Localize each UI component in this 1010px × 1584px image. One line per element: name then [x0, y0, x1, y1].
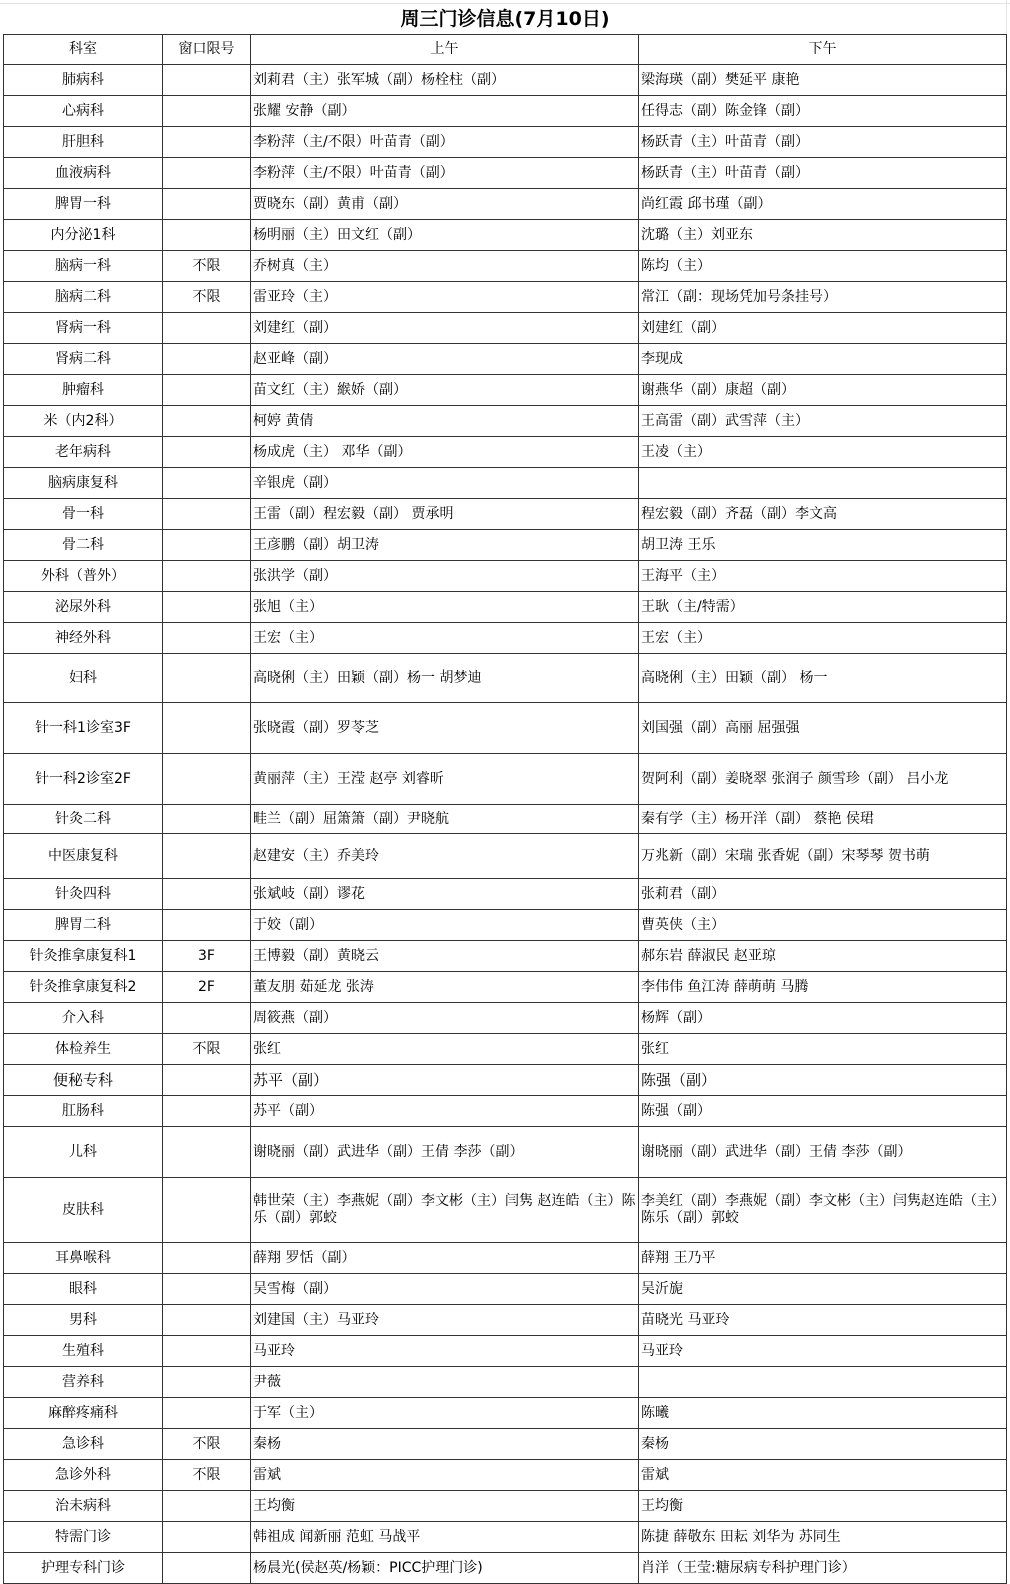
window-limit-cell [163, 1336, 251, 1367]
department-cell: 肝胆科 [4, 127, 163, 158]
afternoon-doctors-cell: 尚红霞 邱书瑾（副） [639, 189, 1007, 220]
table-row [4, 313, 1007, 344]
window-limit-cell [163, 879, 251, 910]
table-row [4, 1460, 1007, 1491]
afternoon-doctors-cell: 任得志（副）陈金锋（副） [639, 96, 1007, 127]
morning-doctors-cell: 高晓俐（主）田颖（副）杨一 胡梦迪 [251, 654, 639, 703]
morning-doctors-cell: 黄丽萍（主）王滢 赵亭 刘睿昕 [251, 754, 639, 805]
morning-doctors-cell: 辛银虎（副） [251, 468, 639, 499]
afternoon-doctors-cell: 李现成 [639, 344, 1007, 375]
morning-doctors-cell: 杨成虎（主） 邓华（副） [251, 437, 639, 468]
morning-doctors-cell: 刘建红（副） [251, 313, 639, 344]
window-limit-cell [163, 437, 251, 468]
window-limit-cell: 不限 [163, 1429, 251, 1460]
afternoon-doctors-cell: 刘国强（副）高丽 屈强强 [639, 703, 1007, 754]
department-cell: 肾病二科 [4, 344, 163, 375]
afternoon-doctors-cell: 高晓俐（主）田颖（副） 杨一 [639, 654, 1007, 703]
window-limit-cell [163, 1274, 251, 1305]
department-cell: 老年病科 [4, 437, 163, 468]
department-cell: 心病科 [4, 96, 163, 127]
header-department: 科室 [4, 35, 163, 65]
table-row [4, 96, 1007, 127]
afternoon-doctors-cell: 张莉君（副） [639, 879, 1007, 910]
table-row [4, 754, 1007, 805]
afternoon-doctors-cell: 王宏（主） [639, 623, 1007, 654]
table-row [4, 1336, 1007, 1367]
window-limit-cell: 不限 [163, 251, 251, 282]
table-row [4, 1034, 1007, 1065]
table-row [4, 158, 1007, 189]
window-limit-cell [163, 561, 251, 592]
table-row [4, 879, 1007, 910]
window-limit-cell: 不限 [163, 282, 251, 313]
afternoon-doctors-cell: 万兆新（副）宋瑞 张香妮（副）宋琴琴 贺书萌 [639, 834, 1007, 879]
department-cell: 脑病康复科 [4, 468, 163, 499]
afternoon-doctors-cell: 吴沂旎 [639, 1274, 1007, 1305]
table-row [4, 592, 1007, 623]
window-limit-cell [163, 1367, 251, 1398]
window-limit-cell [163, 65, 251, 96]
department-cell: 脾胃二科 [4, 910, 163, 941]
department-cell: 针一科1诊室3F [4, 703, 163, 754]
morning-doctors-cell: 雷斌 [251, 1460, 639, 1491]
morning-doctors-cell: 柯婷 黄倩 [251, 406, 639, 437]
department-cell: 肛肠科 [4, 1096, 163, 1127]
table-row [4, 805, 1007, 834]
department-cell: 急诊科 [4, 1429, 163, 1460]
window-limit-cell [163, 754, 251, 805]
table-row [4, 623, 1007, 654]
afternoon-doctors-cell: 梁海瑛（副）樊延平 康艳 [639, 65, 1007, 96]
afternoon-doctors-cell: 曹英侠（主） [639, 910, 1007, 941]
window-limit-cell [163, 1065, 251, 1096]
table-row [4, 1491, 1007, 1522]
morning-doctors-cell: 于姣（副） [251, 910, 639, 941]
department-cell: 脑病一科 [4, 251, 163, 282]
morning-doctors-cell: 苏平（副） [251, 1065, 639, 1096]
morning-doctors-cell: 王彦鹏（副）胡卫涛 [251, 530, 639, 561]
morning-doctors-cell: 董友朋 茹延龙 张涛 [251, 972, 639, 1003]
morning-doctors-cell: 秦杨 [251, 1429, 639, 1460]
afternoon-doctors-cell: 苗晓光 马亚玲 [639, 1305, 1007, 1336]
window-limit-cell: 不限 [163, 1034, 251, 1065]
afternoon-doctors-cell: 陈捷 薛敬东 田耘 刘华为 苏同生 [639, 1522, 1007, 1553]
afternoon-doctors-cell: 谢燕华（副）康超（副） [639, 375, 1007, 406]
department-cell: 妇科 [4, 654, 163, 703]
window-limit-cell [163, 499, 251, 530]
morning-doctors-cell: 畦兰（副）屈箫箫（副）尹晓航 [251, 805, 639, 834]
morning-doctors-cell: 王均衡 [251, 1491, 639, 1522]
afternoon-doctors-cell: 王均衡 [639, 1491, 1007, 1522]
table-row [4, 703, 1007, 754]
window-limit-cell [163, 189, 251, 220]
window-limit-cell [163, 1096, 251, 1127]
window-limit-cell [163, 530, 251, 561]
afternoon-doctors-cell: 杨跃青（主）叶苗青（副） [639, 127, 1007, 158]
morning-doctors-cell: 王雷（副）程宏毅（副） 贾承明 [251, 499, 639, 530]
table-row [4, 1429, 1007, 1460]
table-row [4, 344, 1007, 375]
afternoon-doctors-cell: 雷斌 [639, 1460, 1007, 1491]
department-cell: 便秘专科 [4, 1065, 163, 1096]
morning-doctors-cell: 雷亚玲（主） [251, 282, 639, 313]
window-limit-cell [163, 1491, 251, 1522]
morning-doctors-cell: 张洪学（副） [251, 561, 639, 592]
header-window-limit: 窗口限号 [163, 35, 251, 65]
afternoon-doctors-cell: 陈均（主） [639, 251, 1007, 282]
morning-doctors-cell: 周筱燕（副） [251, 1003, 639, 1034]
window-limit-cell [163, 313, 251, 344]
table-row [4, 127, 1007, 158]
morning-doctors-cell: 杨明丽（主）田文红（副） [251, 220, 639, 251]
afternoon-doctors-cell: 陈强（副） [639, 1065, 1007, 1096]
morning-doctors-cell: 韩世荣（主）李燕妮（副）李文彬（主）闫隽 赵连皓（主）陈乐（副）郭蛟 [251, 1178, 639, 1243]
afternoon-doctors-cell: 谢晓丽（副）武进华（副）王倩 李莎（副） [639, 1127, 1007, 1178]
window-limit-cell [163, 1243, 251, 1274]
morning-doctors-cell: 刘建国（主）马亚玲 [251, 1305, 639, 1336]
morning-doctors-cell: 尹薇 [251, 1367, 639, 1398]
afternoon-doctors-cell: 马亚玲 [639, 1336, 1007, 1367]
afternoon-doctors-cell: 郝东岩 薛淑民 赵亚琼 [639, 941, 1007, 972]
table-row [4, 530, 1007, 561]
department-cell: 血液病科 [4, 158, 163, 189]
morning-doctors-cell: 苏平（副） [251, 1096, 639, 1127]
morning-doctors-cell: 谢晓丽（副）武进华（副）王倩 李莎（副） [251, 1127, 639, 1178]
table-row [4, 1003, 1007, 1034]
table-row [4, 1065, 1007, 1096]
department-cell: 米（内2科） [4, 406, 163, 437]
morning-doctors-cell: 张旭（主） [251, 592, 639, 623]
afternoon-doctors-cell: 贺阿利（副）姜晓翠 张润子 颜雪珍（副） 吕小龙 [639, 754, 1007, 805]
window-limit-cell [163, 592, 251, 623]
afternoon-doctors-cell [639, 468, 1007, 499]
morning-doctors-cell: 韩祖成 闻新丽 范虹 马战平 [251, 1522, 639, 1553]
afternoon-doctors-cell: 刘建红（副） [639, 313, 1007, 344]
afternoon-doctors-cell: 常江（副：现场凭加号条挂号） [639, 282, 1007, 313]
window-limit-cell: 2F [163, 972, 251, 1003]
window-limit-cell [163, 910, 251, 941]
department-cell: 体检养生 [4, 1034, 163, 1065]
clinic-schedule-sheet [3, 4, 1006, 1584]
department-cell: 麻醉疼痛科 [4, 1398, 163, 1429]
department-cell: 治未病科 [4, 1491, 163, 1522]
title-row [4, 4, 1007, 35]
department-cell: 神经外科 [4, 623, 163, 654]
afternoon-doctors-cell: 王海平（主） [639, 561, 1007, 592]
afternoon-doctors-cell: 杨辉（副） [639, 1003, 1007, 1034]
table-row [4, 834, 1007, 879]
afternoon-doctors-cell: 秦有学（主）杨开洋（副） 蔡艳 侯珺 [639, 805, 1007, 834]
morning-doctors-cell: 苗文红（主）緱娇（副） [251, 375, 639, 406]
afternoon-doctors-cell: 杨跃青（主）叶苗青（副） [639, 158, 1007, 189]
table-row [4, 654, 1007, 703]
morning-doctors-cell: 张晓霞（副）罗苓芝 [251, 703, 639, 754]
header-morning: 上午 [251, 35, 639, 65]
department-cell: 针灸四科 [4, 879, 163, 910]
window-limit-cell [163, 96, 251, 127]
afternoon-doctors-cell: 秦杨 [639, 1429, 1007, 1460]
morning-doctors-cell: 李粉萍（主/不限）叶苗青（副） [251, 158, 639, 189]
window-limit-cell [163, 654, 251, 703]
afternoon-doctors-cell: 陈强（副） [639, 1096, 1007, 1127]
header-row [4, 35, 1007, 65]
table-row [4, 1305, 1007, 1336]
window-limit-cell [163, 1003, 251, 1034]
morning-doctors-cell: 李粉萍（主/不限）叶苗青（副） [251, 127, 639, 158]
table-row [4, 1178, 1007, 1243]
department-cell: 男科 [4, 1305, 163, 1336]
morning-doctors-cell: 吴雪梅（副） [251, 1274, 639, 1305]
table-row [4, 220, 1007, 251]
department-cell: 内分泌1科 [4, 220, 163, 251]
table-row [4, 1274, 1007, 1305]
department-cell: 生殖科 [4, 1336, 163, 1367]
afternoon-doctors-cell: 程宏毅（副）齐磊（副）李文高 [639, 499, 1007, 530]
department-cell: 肿瘤科 [4, 375, 163, 406]
department-cell: 脾胃一科 [4, 189, 163, 220]
window-limit-cell [163, 1522, 251, 1553]
table-row [4, 375, 1007, 406]
table-row [4, 941, 1007, 972]
afternoon-doctors-cell: 薛翔 王乃平 [639, 1243, 1007, 1274]
table-row [4, 1096, 1007, 1127]
department-cell: 骨一科 [4, 499, 163, 530]
window-limit-cell: 3F [163, 941, 251, 972]
morning-doctors-cell: 赵亚峰（副） [251, 344, 639, 375]
window-limit-cell [163, 375, 251, 406]
table-row [4, 499, 1007, 530]
morning-doctors-cell: 王博毅（副）黄晓云 [251, 941, 639, 972]
afternoon-doctors-cell: 沈璐（主）刘亚东 [639, 220, 1007, 251]
afternoon-doctors-cell: 肖洋（王莹:糖尿病专科护理门诊） [639, 1553, 1007, 1584]
morning-doctors-cell: 杨晨光(侯赵英/杨颖：PICC护理门诊) [251, 1553, 639, 1584]
department-cell: 外科（普外） [4, 561, 163, 592]
department-cell: 护理专科门诊 [4, 1553, 163, 1584]
department-cell: 针一科2诊室2F [4, 754, 163, 805]
window-limit-cell [163, 1398, 251, 1429]
department-cell: 急诊外科 [4, 1460, 163, 1491]
table-row [4, 561, 1007, 592]
morning-doctors-cell: 赵建安（主）乔美玲 [251, 834, 639, 879]
department-cell: 针灸二科 [4, 805, 163, 834]
department-cell: 介入科 [4, 1003, 163, 1034]
table-row [4, 189, 1007, 220]
window-limit-cell [163, 1553, 251, 1584]
afternoon-doctors-cell [639, 1367, 1007, 1398]
window-limit-cell [163, 220, 251, 251]
department-cell: 营养科 [4, 1367, 163, 1398]
afternoon-doctors-cell: 陈曦 [639, 1398, 1007, 1429]
window-limit-cell [163, 834, 251, 879]
header-afternoon: 下午 [639, 35, 1007, 65]
window-limit-cell [163, 623, 251, 654]
window-limit-cell [163, 344, 251, 375]
table-row [4, 1127, 1007, 1178]
window-limit-cell [163, 1305, 251, 1336]
morning-doctors-cell: 薛翔 罗恬（副） [251, 1243, 639, 1274]
morning-doctors-cell: 刘莉君（主）张军城（副）杨栓柱（副） [251, 65, 639, 96]
table-row [4, 468, 1007, 499]
afternoon-doctors-cell: 王凌（主） [639, 437, 1007, 468]
clinic-schedule-table [3, 4, 1007, 1584]
table-row [4, 437, 1007, 468]
window-limit-cell [163, 127, 251, 158]
table-row [4, 251, 1007, 282]
sheet-title: 周三门诊信息(7月10日) [4, 4, 1007, 35]
morning-doctors-cell: 马亚玲 [251, 1336, 639, 1367]
afternoon-doctors-cell: 胡卫涛 王乐 [639, 530, 1007, 561]
department-cell: 泌尿外科 [4, 592, 163, 623]
morning-doctors-cell: 张耀 安静（副） [251, 96, 639, 127]
window-limit-cell [163, 406, 251, 437]
department-cell: 脑病二科 [4, 282, 163, 313]
table-row [4, 910, 1007, 941]
table-row [4, 1367, 1007, 1398]
window-limit-cell: 不限 [163, 1460, 251, 1491]
table-row [4, 282, 1007, 313]
morning-doctors-cell: 张红 [251, 1034, 639, 1065]
department-cell: 肺病科 [4, 65, 163, 96]
window-limit-cell [163, 703, 251, 754]
afternoon-doctors-cell: 王耿（主/特需） [639, 592, 1007, 623]
morning-doctors-cell: 王宏（主） [251, 623, 639, 654]
afternoon-doctors-cell: 李伟伟 鱼江涛 薛萌萌 马腾 [639, 972, 1007, 1003]
department-cell: 儿科 [4, 1127, 163, 1178]
window-limit-cell [163, 158, 251, 189]
department-cell: 针灸推拿康复科2 [4, 972, 163, 1003]
department-cell: 中医康复科 [4, 834, 163, 879]
department-cell: 眼科 [4, 1274, 163, 1305]
afternoon-doctors-cell: 张红 [639, 1034, 1007, 1065]
morning-doctors-cell: 张斌岐（副）谬花 [251, 879, 639, 910]
window-limit-cell [163, 805, 251, 834]
department-cell: 特需门诊 [4, 1522, 163, 1553]
table-row [4, 1522, 1007, 1553]
morning-doctors-cell: 于军（主） [251, 1398, 639, 1429]
table-row [4, 1398, 1007, 1429]
window-limit-cell [163, 468, 251, 499]
window-limit-cell [163, 1127, 251, 1178]
department-cell: 皮肤科 [4, 1178, 163, 1243]
morning-doctors-cell: 乔树真（主） [251, 251, 639, 282]
table-row [4, 972, 1007, 1003]
table-row [4, 1243, 1007, 1274]
morning-doctors-cell: 贾晓东（副）黄甫（副） [251, 189, 639, 220]
department-cell: 耳鼻喉科 [4, 1243, 163, 1274]
department-cell: 骨二科 [4, 530, 163, 561]
afternoon-doctors-cell: 李美红（副）李燕妮（副）李文彬（主）闫隽赵连皓（主）陈乐（副）郭蛟 [639, 1178, 1007, 1243]
department-cell: 针灸推拿康复科1 [4, 941, 163, 972]
department-cell: 肾病一科 [4, 313, 163, 344]
table-row [4, 1553, 1007, 1584]
table-row [4, 406, 1007, 437]
window-limit-cell [163, 1178, 251, 1243]
table-row [4, 65, 1007, 96]
afternoon-doctors-cell: 王高雷（副）武雪萍（主） [639, 406, 1007, 437]
